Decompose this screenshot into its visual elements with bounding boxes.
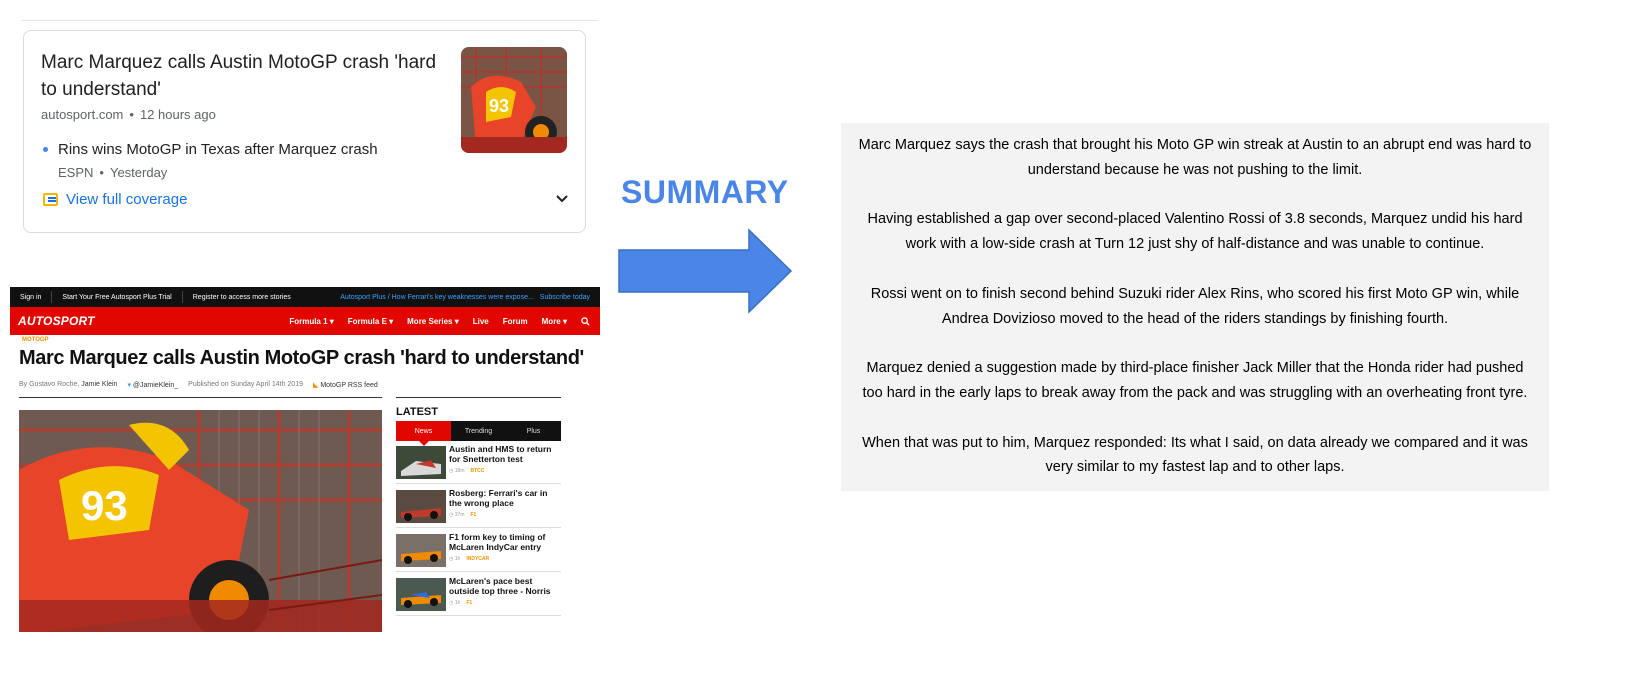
meta-separator: • bbox=[99, 165, 104, 180]
meta-separator: • bbox=[129, 107, 134, 122]
latest-tabs bbox=[396, 421, 561, 441]
byline-authors bbox=[19, 381, 117, 389]
sign-in-link[interactable]: Sign in bbox=[20, 293, 42, 301]
latest-item[interactable] bbox=[396, 444, 561, 484]
related-article-title[interactable]: Rins wins MotoGP in Texas after Marquez crash bbox=[58, 141, 378, 158]
summary-paragraph: Rossi went on to finish second behind Suzuki rider Alex Rins, who scored his first Moto GP win, while Andrea Dovizioso moved to the head of the riders standings by finishing fourth. bbox=[870, 285, 1520, 327]
chevron-down-icon[interactable] bbox=[554, 191, 570, 207]
latest-item-time: 1h bbox=[454, 600, 461, 606]
autosport-nav bbox=[10, 307, 600, 335]
nav-item-formula1[interactable]: Formula 1 ▾ bbox=[289, 316, 334, 326]
view-full-coverage-label: View full coverage bbox=[66, 191, 188, 208]
latest-item-meta: ◷ 1h F1 bbox=[449, 600, 473, 606]
latest-item-tag[interactable]: F1 bbox=[466, 600, 473, 606]
twitter-icon: ▾ bbox=[127, 382, 131, 389]
topbar-divider bbox=[51, 291, 52, 303]
tab-trending[interactable]: Trending bbox=[451, 421, 506, 441]
right-arrow-icon bbox=[617, 228, 795, 314]
rss-link-text: MotoGP RSS feed bbox=[320, 382, 378, 389]
latest-item-meta: ◷ 1h INDYCAR bbox=[449, 556, 490, 562]
svg-text:93: 93 bbox=[81, 482, 128, 529]
nav-item-live[interactable]: Live bbox=[472, 316, 489, 326]
latest-item-thumbnail bbox=[396, 534, 446, 567]
latest-item[interactable] bbox=[396, 488, 561, 528]
article-byline bbox=[19, 381, 378, 389]
rss-link[interactable] bbox=[313, 381, 378, 389]
latest-heading: LATEST bbox=[396, 397, 561, 418]
latest-item-time: 18m bbox=[454, 468, 465, 474]
view-full-coverage-link[interactable] bbox=[43, 191, 187, 208]
autosport-topbar bbox=[10, 287, 600, 307]
summary-paragraph: Having established a gap over second-placed Valentino Rossi of 3.8 seconds, Marquez undid his hard work with a low-side crash at Turn 12 just shy of half-distance and was unable to continue. bbox=[867, 211, 1523, 253]
summary-paragraph: When that was put to him, Marquez responded: Its what I said, on data already we compared and it was very similar to my fastest lap and to other laps. bbox=[862, 434, 1528, 476]
tab-news[interactable]: News bbox=[396, 421, 451, 441]
article-divider bbox=[19, 397, 382, 398]
nav-items bbox=[289, 317, 590, 326]
news-card-meta bbox=[41, 107, 216, 122]
news-card-source: autosport.com bbox=[41, 107, 124, 122]
plus-headline-link[interactable]: Autosport Plus / How Ferrari's key weaknesses were expose... bbox=[340, 293, 534, 301]
summary-paragraph: Marquez denied a suggestion made by third-place finisher Jack Miller that the Honda rider had pushed too hard in the early laps to break away from the pack and was struggling with an overheating front tyre. bbox=[862, 360, 1528, 401]
news-card[interactable] bbox=[23, 30, 586, 233]
article-headline: Marc Marquez calls Austin MotoGP crash 'hard to understand' bbox=[19, 347, 584, 369]
nav-item-more-series[interactable]: More Series ▾ bbox=[407, 316, 459, 326]
top-divider bbox=[22, 20, 598, 21]
latest-item-tag[interactable]: BTCC bbox=[470, 468, 485, 474]
news-thumbnail[interactable] bbox=[461, 47, 567, 153]
rss-icon: ◣ bbox=[312, 382, 319, 389]
autosport-article bbox=[10, 287, 600, 660]
latest-item-time: 1h bbox=[454, 556, 461, 562]
nav-item-formula-e[interactable]: Formula E ▾ bbox=[347, 316, 394, 326]
summary-label: SUMMARY bbox=[621, 174, 789, 210]
topbar-divider bbox=[182, 291, 183, 303]
related-article-source: ESPN bbox=[58, 165, 94, 180]
latest-item-thumbnail bbox=[396, 578, 446, 611]
article-hero-image bbox=[19, 410, 382, 632]
nav-item-more[interactable]: More ▾ bbox=[541, 316, 567, 326]
autosport-logo[interactable]: AUTOSPORT bbox=[18, 314, 95, 328]
latest-item[interactable] bbox=[396, 532, 561, 572]
latest-item-title: McLaren's pace best outside top three - Norris bbox=[449, 576, 551, 596]
latest-item-thumbnail bbox=[396, 490, 446, 523]
section-label[interactable]: MOTOGP bbox=[22, 337, 49, 343]
latest-item[interactable] bbox=[396, 576, 561, 616]
published-date: Published on Sunday April 14th 2019 bbox=[188, 381, 303, 388]
nav-item-forum[interactable]: Forum bbox=[502, 316, 528, 326]
svg-text:93: 93 bbox=[489, 96, 510, 116]
related-article-meta bbox=[58, 165, 167, 180]
latest-item-tag[interactable]: INDYCAR bbox=[466, 556, 490, 562]
latest-item-title: Austin and HMS to return for Snetterton test bbox=[449, 444, 552, 464]
news-card-title[interactable]: Marc Marquez calls Austin MotoGP crash 'hard to understand' bbox=[41, 52, 437, 100]
latest-item-thumbnail bbox=[396, 446, 446, 479]
search-icon[interactable] bbox=[581, 317, 590, 326]
coverage-icon bbox=[43, 193, 58, 206]
byline-author[interactable]: Jamie Klein bbox=[81, 381, 118, 388]
trial-link[interactable]: Start Your Free Autosport Plus Trial bbox=[62, 293, 172, 301]
summary-paragraph: Marc Marquez says the crash that brought his Moto GP win streak at Austin to an abrupt end was hard to understand because he was not pushing to the limit. bbox=[858, 137, 1532, 178]
latest-item-time: 37m bbox=[454, 512, 465, 518]
byline-by: By Gustavo Roche, bbox=[19, 381, 80, 388]
latest-item-tag[interactable]: F1 bbox=[470, 512, 477, 518]
latest-item-title: F1 form key to timing of McLaren IndyCar entry bbox=[449, 532, 546, 552]
tab-plus[interactable]: Plus bbox=[506, 421, 561, 441]
related-article-time: Yesterday bbox=[109, 165, 168, 180]
twitter-handle[interactable] bbox=[127, 381, 178, 389]
bullet-icon bbox=[43, 147, 48, 152]
latest-item-title: Rosberg: Ferrari's car in the wrong place bbox=[449, 488, 548, 508]
register-link[interactable]: Register to access more stories bbox=[192, 293, 291, 301]
latest-item-meta: ◷ 18m BTCC bbox=[449, 468, 485, 474]
latest-item-meta: ◷ 37m F1 bbox=[449, 512, 477, 518]
summary-panel bbox=[841, 123, 1549, 491]
subscribe-link[interactable]: Subscribe today bbox=[539, 293, 590, 301]
news-card-time: 12 hours ago bbox=[139, 107, 216, 122]
twitter-handle-text: @JamieKlein_ bbox=[132, 382, 179, 389]
